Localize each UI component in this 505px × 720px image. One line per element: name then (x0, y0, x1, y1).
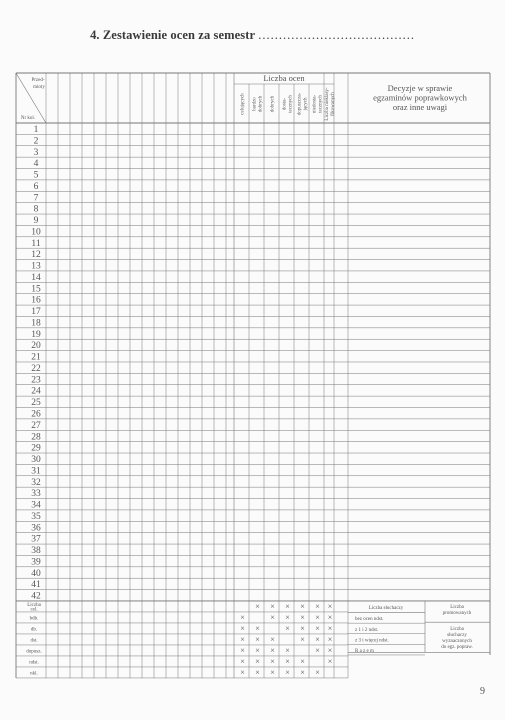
summary-row-label: bez ocen ndst. (355, 617, 384, 623)
grade-column-header: Liczba nieklasy- (325, 87, 331, 121)
grade-column-header: dopuszcza- (297, 92, 303, 116)
nr-kol-label: Nr kol. (20, 116, 36, 121)
cross-mark: × (240, 623, 245, 634)
cross-mark: × (327, 645, 333, 656)
row-number: 24 (31, 386, 41, 397)
row-number: 6 (33, 181, 39, 192)
grade-column-header: dobrych (258, 95, 264, 113)
cross-mark: × (270, 656, 275, 667)
cross-mark: × (315, 634, 320, 645)
cross-mark: × (300, 667, 305, 678)
cross-mark: × (270, 645, 275, 656)
grade-column-header: fikowanych (330, 92, 336, 116)
row-number: 1 (33, 125, 39, 135)
row-number: 26 (31, 409, 41, 420)
cross-mark: × (285, 645, 290, 656)
cross-mark: × (285, 623, 290, 634)
przedmioty-label: mioty (33, 85, 45, 90)
footer-row-label: db. (30, 627, 38, 633)
row-number: 15 (31, 284, 41, 295)
row-number: 23 (31, 375, 41, 386)
summary-col2-lower: do egz. popraw. (441, 645, 473, 651)
cross-mark: × (255, 656, 260, 667)
cross-mark: × (327, 623, 333, 634)
summary-col2-lower: Liczba (450, 627, 464, 633)
row-number: 42 (31, 591, 41, 602)
row-number: 35 (31, 511, 41, 522)
cross-mark: × (300, 656, 305, 667)
cross-mark: × (270, 667, 275, 678)
row-number: 29 (31, 443, 41, 454)
cross-mark: × (315, 667, 320, 678)
cross-mark: × (285, 601, 290, 612)
cross-mark: × (255, 667, 260, 678)
liczba-ocen-label: Liczba ocen (263, 73, 305, 83)
grade-column-header: jących (303, 97, 309, 111)
row-number: 4 (33, 159, 39, 170)
footer-row-label: nkl. (30, 671, 38, 677)
row-number: 38 (31, 546, 41, 557)
cross-mark: × (255, 601, 260, 612)
row-number: 34 (31, 500, 41, 511)
cross-mark: × (327, 656, 333, 667)
cross-mark: × (255, 634, 260, 645)
summary-row-label: z 1 i 2 ndst. (355, 627, 379, 633)
summary-col2-header: Liczba (450, 604, 464, 610)
row-number: 14 (31, 272, 41, 283)
cross-mark: × (285, 667, 290, 678)
przedmioty-label: Przed- (31, 78, 45, 83)
title-dots: ...................................... (258, 28, 415, 42)
cross-mark: × (315, 601, 320, 612)
summary-row-label: R a z e m (355, 648, 374, 654)
row-number: 21 (31, 352, 41, 363)
grade-column-header: tecznych (288, 95, 294, 113)
grade-column-header: bardzo (252, 97, 258, 111)
row-number: 18 (31, 318, 41, 329)
row-number: 25 (31, 398, 41, 409)
row-number: 3 (33, 147, 39, 158)
cross-mark: × (240, 612, 245, 623)
cross-mark: × (300, 623, 305, 634)
summary-col2-lower: słuchaczy (447, 633, 467, 639)
row-number: 20 (31, 341, 41, 352)
page-title-text: 4. Zestawienie ocen za semestr (90, 28, 255, 42)
row-number: 8 (33, 204, 39, 215)
cross-mark: × (270, 601, 275, 612)
cross-mark: × (240, 634, 245, 645)
row-number: 37 (31, 534, 41, 545)
footer-row-label: cel. (30, 607, 38, 613)
row-number: 22 (31, 363, 41, 374)
grade-column-header: tecznych (318, 95, 324, 113)
row-number: 28 (31, 432, 41, 443)
cross-mark: × (315, 612, 320, 623)
row-number: 2 (33, 136, 39, 147)
footer-row-label: dopusz. (26, 649, 42, 655)
row-number: 17 (31, 307, 41, 318)
cross-mark: × (300, 634, 305, 645)
grade-column-header: celujących (240, 93, 246, 115)
cross-mark: × (255, 623, 260, 634)
row-number: 10 (31, 227, 41, 238)
cross-mark: × (270, 612, 275, 623)
row-number: 33 (31, 489, 41, 500)
decyzje-header: egzaminów poprawkowych (373, 92, 467, 103)
cross-mark: × (327, 634, 333, 645)
row-number: 30 (31, 455, 41, 466)
summary-row-label: z 3 i więcej ndst. (355, 638, 389, 644)
cross-mark: × (300, 612, 305, 623)
decyzje-header: Decyzje w sprawie (387, 83, 453, 93)
footer-row-label: ndst. (29, 660, 39, 666)
footer-row-label: bdb. (29, 616, 39, 622)
cross-mark: × (285, 612, 290, 623)
row-number: 13 (31, 261, 41, 272)
row-number: 31 (31, 466, 41, 477)
row-number: 40 (31, 568, 41, 579)
cross-mark: × (327, 601, 333, 612)
page-number: 9 (480, 686, 485, 697)
footer-row-label: dst. (30, 638, 38, 644)
row-number: 7 (33, 193, 39, 204)
row-number: 16 (31, 295, 41, 306)
row-number: 32 (31, 477, 41, 488)
row-number: 41 (31, 580, 41, 591)
cross-mark: × (270, 634, 275, 645)
row-number: 11 (31, 238, 41, 249)
row-number: 12 (31, 250, 41, 261)
cross-mark: × (240, 667, 245, 678)
cross-mark: × (240, 656, 245, 667)
decyzje-header: oraz inne uwagi (392, 102, 448, 112)
row-number: 27 (31, 420, 41, 431)
cross-mark: × (315, 645, 320, 656)
grade-column-header: dosta- (282, 97, 288, 111)
footer-row-label: Liczba (27, 602, 41, 608)
summary-col2-lower: wyznaczonych (442, 639, 472, 645)
grade-column-header: niedosta- (312, 94, 318, 114)
summary-col2-header: promowanych (442, 610, 472, 616)
cross-mark: × (240, 645, 245, 656)
row-number: 19 (31, 329, 41, 340)
cross-mark: × (255, 645, 260, 656)
cross-mark: × (315, 623, 320, 634)
row-number: 5 (33, 170, 39, 181)
cross-mark: × (327, 612, 333, 623)
grade-column-header: dobrych (270, 95, 276, 113)
cross-mark: × (285, 656, 290, 667)
row-number: 39 (31, 557, 41, 568)
row-number: 36 (31, 523, 41, 534)
row-number: 9 (33, 216, 39, 227)
cross-mark: × (300, 601, 305, 612)
summary-col1-header: Liczba słuchaczy (368, 605, 404, 611)
